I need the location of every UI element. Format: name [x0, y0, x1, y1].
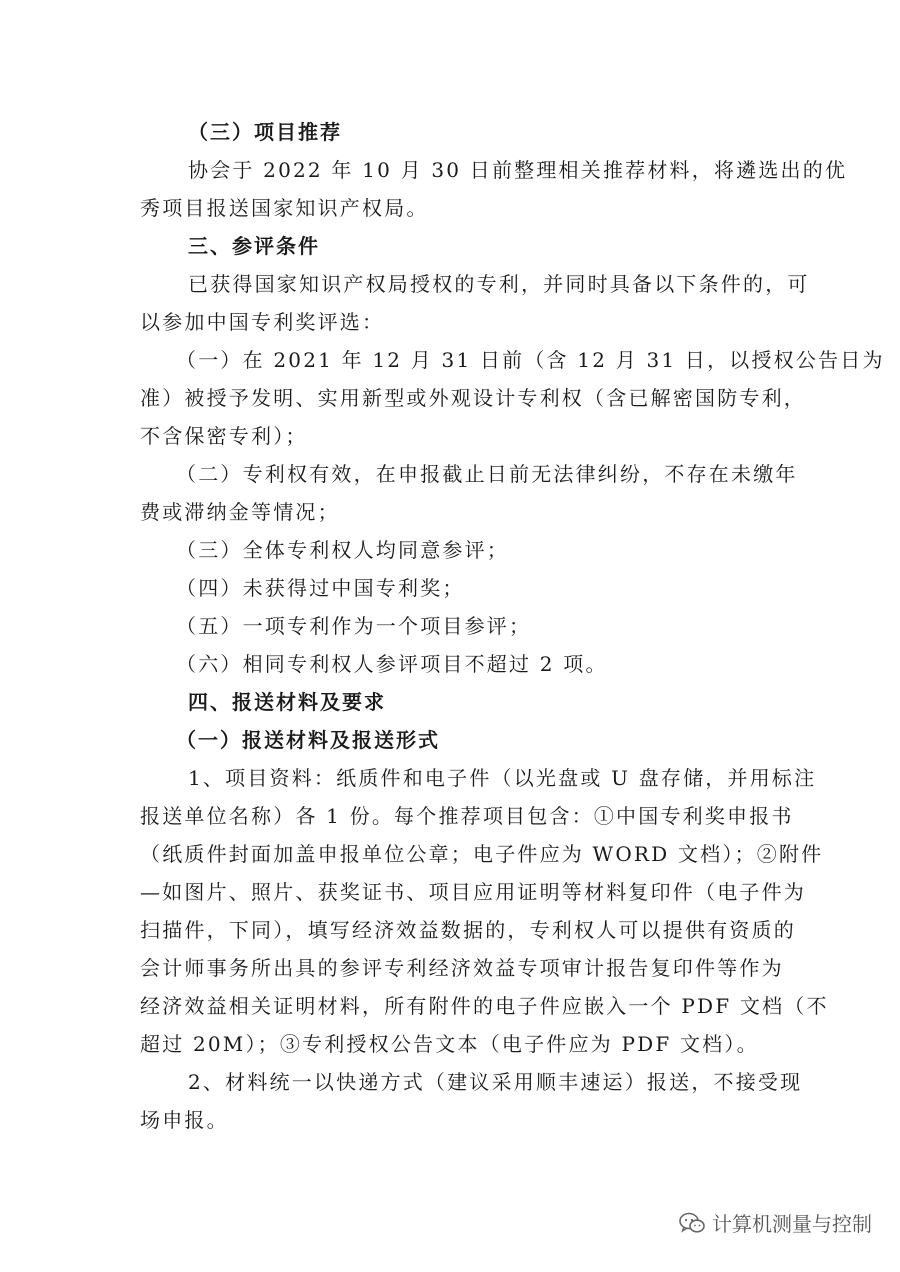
paragraph-line: （六）相同专利权人参评项目不超过 2 项。: [176, 652, 608, 676]
section-heading: （一）报送材料及报送形式: [176, 728, 440, 752]
paragraph-line: 费或滞纳金等情况；: [140, 500, 340, 524]
paragraph-line: 已获得国家知识产权局授权的专利，并同时具备以下条件的，可: [188, 272, 810, 296]
paragraph-line: （四）未获得过中国专利奖；: [176, 576, 465, 600]
section-heading: （三）项目推荐: [188, 120, 342, 144]
paragraph-line: 不含保密专利）；: [140, 424, 308, 448]
paragraph-line: （三）全体专利权人均同意参评；: [176, 538, 509, 562]
paragraph-line: 秀项目报送国家知识产权局。: [140, 196, 429, 220]
wechat-icon: [678, 1211, 706, 1235]
paragraph-line: —如图片、照片、获奖证书、项目应用证明等材料复印件（电子件为: [140, 880, 806, 904]
paragraph-line: 会计师事务所出具的参评专利经济效益专项审计报告复印件等作为: [140, 956, 784, 980]
watermark-text: 计算机测量与控制: [712, 1212, 872, 1236]
paragraph-line: 扫描件，下同），填写经济效益数据的，专利权人可以提供有资质的: [140, 918, 796, 942]
paragraph-line: 报送单位名称）各 1 份。每个推荐项目包含：①中国专利奖申报书: [140, 804, 794, 828]
paragraph-line: （一）在 2021 年 12 月 31 日前（含 12 月 31 日，以授权公告日为: [176, 348, 885, 372]
watermark: [678, 1208, 872, 1237]
paragraph-line: 以参加中国专利奖评选：: [140, 310, 385, 334]
section-heading: 三、参评条件: [188, 234, 320, 258]
paragraph-line: 经济效益相关证明材料，所有附件的电子件应嵌入一个 PDF 文档（不: [140, 994, 829, 1018]
paragraph-line: （二）专利权有效，在申报截止日前无法律纠纷，不存在未缴年: [176, 462, 798, 486]
paragraph-line: 协会于 2022 年 10 月 30 日前整理相关推荐材料，将遴选出的优: [188, 158, 848, 182]
paragraph-line: 超过 20M）；③专利授权公告文本（电子件应为 PDF 文档）。: [140, 1032, 759, 1056]
paragraph-line: 1、项目资料：纸质件和电子件（以光盘或 U 盘存储，并用标注: [188, 766, 817, 790]
paragraph-line: 准）被授予发明、实用新型或外观设计专利权（含已解密国防专利，: [140, 386, 806, 410]
paragraph-line: （五）一项专利作为一个项目参评；: [176, 614, 532, 638]
paragraph-line: 2、材料统一以快递方式（建议采用顺丰速运）报送，不接受现: [188, 1070, 803, 1094]
paragraph-line: 场申报。: [140, 1108, 229, 1132]
section-heading: 四、报送材料及要求: [188, 690, 386, 714]
paragraph-line: （纸质件封面加盖申报单位公章；电子件应为 WORD 文档）；②附件: [140, 842, 824, 866]
